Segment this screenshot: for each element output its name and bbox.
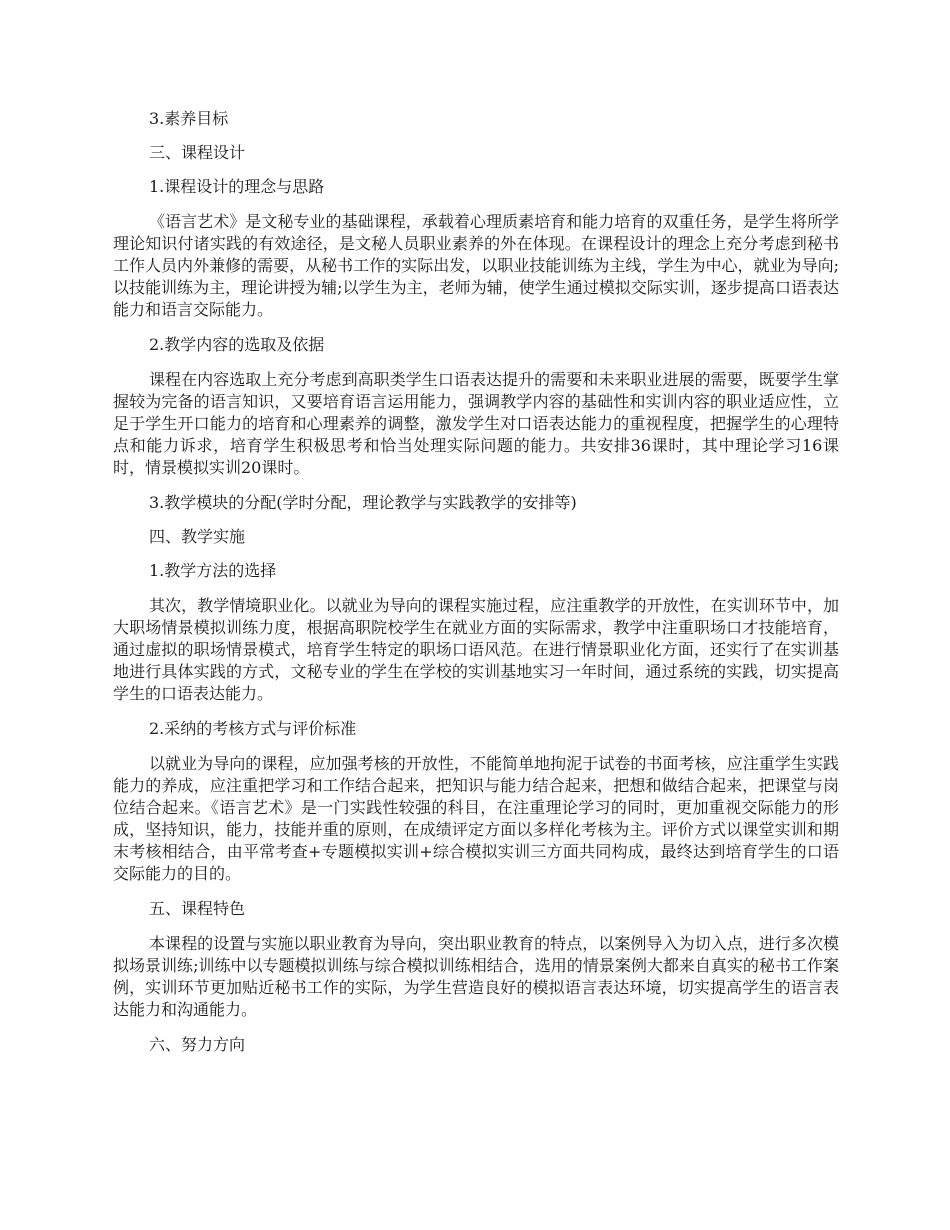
para-assessment: 以就业为导向的课程，应加强考核的开放性，不能简单地拘泥于试卷的书面考核，应注重学生实践能力的养成，应注重把学习和工作结合起来，把知识与能力结合起来，把想和做结合起来，把课堂与岗位结合起来。《语言艺术》是一门实践性较强的科目，在注重理论学习的同时，更加重视交际能力的形成，坚持知识，能力，技能并重的原则，在成绩评定方面以多样化考核为主。评价方式以课堂实训和期末考核相结合，由平常考查+专题模拟实训+综合模拟实训三方面共同构成，最终达到培育学生的口语交际能力的目的。	[113, 754, 839, 883]
document-page	[113, 108, 839, 1056]
heading-future-direction: 六、努力方向	[149, 1035, 246, 1054]
para-design-concept: 《语言艺术》是文秘专业的基础课程，承载着心理质素培育和能力培育的双重任务，是学生将所学理论知识付诸实践的有效途径，是文秘人员职业素养的外在体现。在课程设计的理念上充分考虑到秘书工作人员内外兼修的需要，从秘书工作的实际出发，以职业技能训练为主线，学生为中心，就业为导向;以技能训练为主，理论讲授为辅;以学生为主，老师为辅，使学生通过模拟交际实训，逐步提高口语表达能力和语言交际能力。	[113, 212, 839, 319]
para-method-selection: 其次，教学情境职业化。以就业为导向的课程实施过程，应注重教学的开放性，在实训环节中，加大职场情景模拟训练力度，根据高职院校学生在就业方面的实际需求，教学中注重职场口才技能培育，通过虚拟的职场情景模式，培育学生特定的职场口语风范。在进行情景职业化方面，还实行了在实训基地进行具体实践的方式，文秘专业的学生在学校的实训基地实习一年时间，通过系统的实践，切实提高学生的口语表达能力。	[113, 596, 839, 703]
heading-content-selection: 2.教学内容的选取及依据	[149, 335, 325, 354]
heading-course-design: 三、课程设计	[149, 143, 246, 162]
heading-literacy-goal: 3.素养目标	[149, 109, 229, 128]
para-course-features: 本课程的设置与实施以职业教育为导向，突出职业教育的特点，以案例导入为切入点，进行多次模拟场景训练;训练中以专题模拟训练与综合模拟训练相结合，选用的情景案例大都来自真实的秘书工作案例，实训环节更加贴近秘书工作的实际，为学生营造良好的模拟语言表达环境，切实提高学生的语言表达能力和沟通能力。	[113, 934, 839, 1019]
heading-assessment: 2.采纳的考核方式与评价标准	[149, 719, 357, 738]
heading-method-selection: 1.教学方法的选择	[149, 561, 277, 580]
heading-teaching-implementation: 四、教学实施	[149, 527, 246, 546]
para-content-selection: 课程在内容选取上充分考虑到高职类学生口语表达提升的需要和未来职业进展的需要，既要学生掌握较为完备的语言知识，又要培育语言运用能力，强调教学内容的基础性和实训内容的职业适应性，立足于学生开口能力的培育和心理素养的调整，激发学生对口语表达能力的重视程度，把握学生的心理特点和能力诉求，培育学生积极思考和恰当处理实际问题的能力。共安排36课时，其中理论学习16课时，情景模拟实训20课时。	[113, 370, 839, 477]
heading-course-features: 五、课程特色	[149, 899, 246, 918]
heading-module-allocation: 3.教学模块的分配(学时分配，理论教学与实践教学的安排等)	[149, 493, 577, 512]
heading-design-concept: 1.课程设计的理念与思路	[149, 177, 325, 196]
